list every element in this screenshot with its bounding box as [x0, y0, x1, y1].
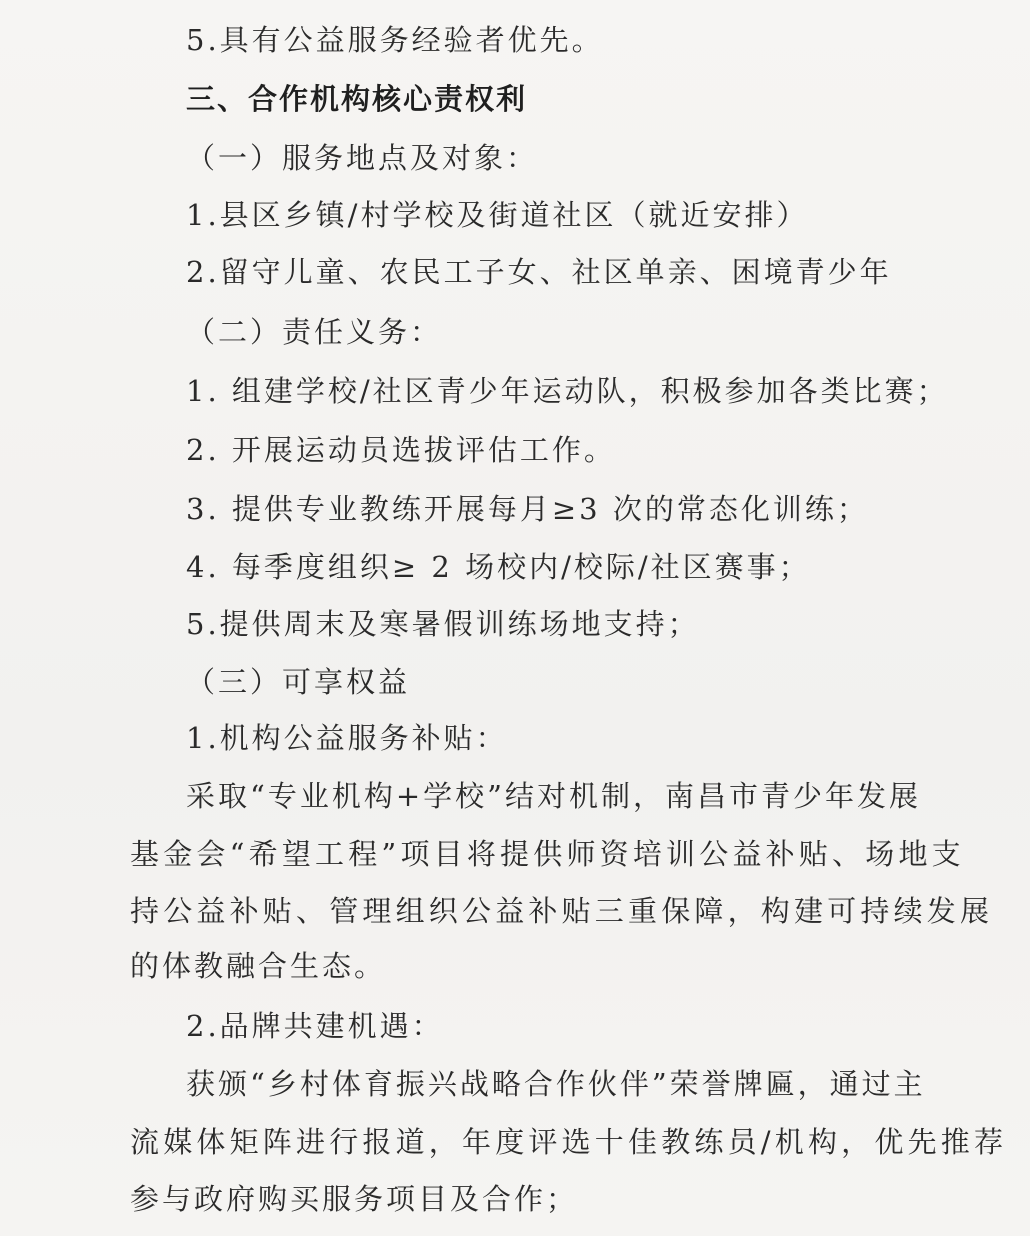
paragraph-line: 获颁“乡村体育振兴战略合作伙伴”荣誉牌匾，通过主 [186, 1067, 926, 1101]
list-item-duty-5: 5.提供周末及寒暑假训练场地支持； [186, 607, 700, 641]
list-item-duty-2: 2. 开展运动员选拔评估工作。 [186, 433, 616, 467]
paragraph-line: 流媒体矩阵进行报道，年度评选十佳教练员/机构，优先推荐 [130, 1125, 1008, 1159]
list-item-duty-1: 1. 组建学校/社区青少年运动队，积极参加各类比赛； [186, 374, 949, 408]
subheading-benefits: （三）可享权益 [186, 665, 411, 699]
subheading-responsibilities: （二）责任义务： [186, 315, 443, 349]
subheading-service-location: （一）服务地点及对象： [186, 141, 539, 175]
text-line-location-1: 1.县区乡镇/村学校及街道社区（就近安排） [186, 198, 809, 232]
text-line-target-2: 2.留守儿童、农民工子女、社区单亲、困境青少年 [186, 255, 892, 289]
list-item-duty-4: 4. 每季度组织≥ 2 场校内/校际/社区赛事； [186, 550, 811, 584]
section-heading-three: 三、合作机构核心责权利 [186, 82, 528, 116]
text-line-priority-experience: 5.具有公益服务经验者优先。 [186, 23, 604, 57]
paragraph-line: 参与政府购买服务项目及合作； [130, 1182, 579, 1216]
paragraph-line: 的体教融合生态。 [130, 949, 387, 983]
paragraph-line: 持公益补贴、管理组织公益补贴三重保障，构建可持续发展 [130, 894, 994, 928]
list-item-benefit-1: 1.机构公益服务补贴： [186, 721, 508, 755]
paragraph-line: 采取“专业机构+学校”结对机制，南昌市青少年发展 [186, 779, 921, 813]
paragraph-line: 基金会“希望工程”项目将提供师资培训公益补贴、场地支 [130, 837, 965, 871]
list-item-benefit-2: 2.品牌共建机遇： [186, 1009, 444, 1043]
list-item-duty-3: 3. 提供专业教练开展每月≥3 次的常态化训练； [186, 492, 869, 526]
